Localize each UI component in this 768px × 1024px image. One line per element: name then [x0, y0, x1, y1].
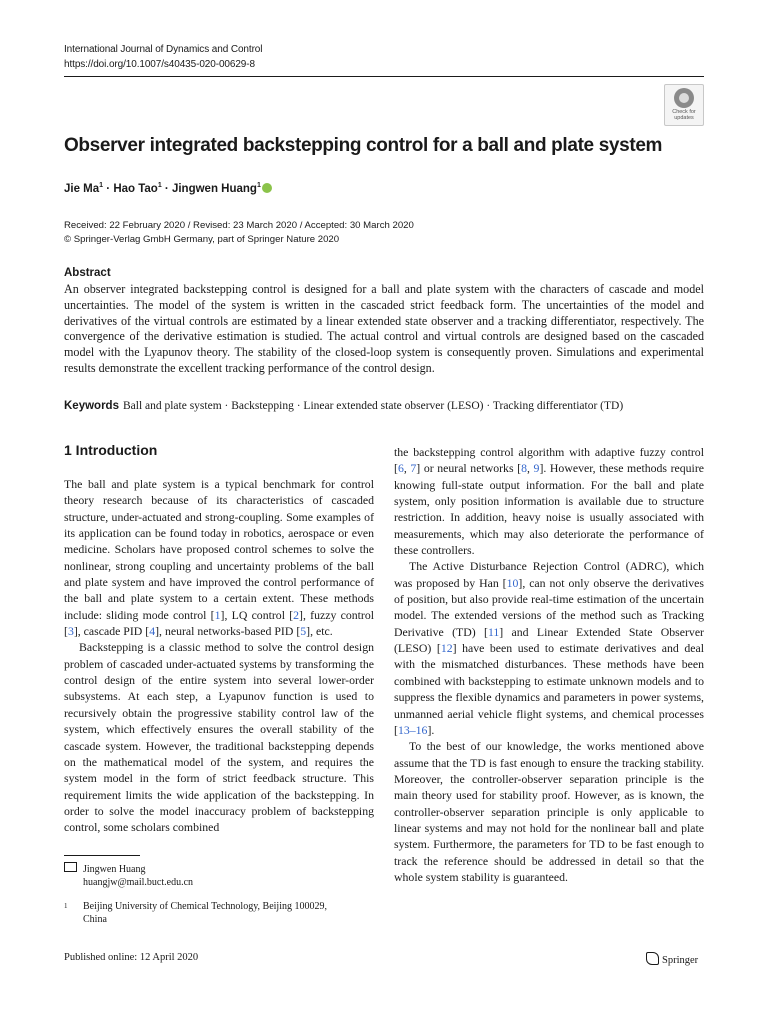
paragraph: Backstepping is a classic method to solve the control design problem of cascaded under-actuated systems by transforming the control design of the entire system into several lower-order subsystems. At each step, a Lyapunov function is used to recursively obtain the progressive stability control law of the system, which effectively ensures the overall stability of the cascade system. However, the traditional backstepping depends on the mathematical model of the system, and requires the system model in the form of strict feedback structure. This requirement limits the wide application of the backstepping. In order to solve the model inaccuracy problem of backstepping control, some scholars combined: [64, 640, 374, 835]
received-dates: Received: 22 February 2020 / Revised: 23 March 2020 / Accepted: 30 March 2020: [64, 220, 414, 231]
citation-link[interactable]: 1: [214, 607, 221, 622]
paragraph: the backstepping control algorithm with adaptive fuzzy control [6, 7] or neural networks [8, 9]. However, these methods require knowing full-state output information. For the ball and plate system, only position information is available due to structure restriction. In addition, heavy noise is usually associated with measurements, which may also deteriorate the performance of these controllers.: [394, 445, 705, 558]
citation-link[interactable]: 9: [533, 461, 540, 476]
abstract-text: An observer integrated backstepping control is designed for a ball and plate system with the characters of cascade and model uncertainties. The model of the system is written in the cascaded strict feedback form. The uncertainties of the model and derivatives of the virtual controls are estimated by a linear extended state observer and a tracking differentiator, respectively. The convergence of the derivative estimation is studied. The actual control and virtual controls are designed based on the cascaded model with the Lyapunov theory. The stability of the closed-loop system is consequently proven. Simulations and experimental results demonstrate the excellent tracking performance of the control design.: [64, 282, 704, 375]
right-column: [394, 444, 704, 885]
author-3[interactable]: Jingwen Huang: [171, 182, 257, 195]
citation-link[interactable]: 5: [300, 624, 307, 639]
citation-link[interactable]: 12: [440, 641, 453, 656]
paragraph: To the best of our knowledge, the works mentioned above assume that the TD is fast enough to ensure the tracking stability. Moreover, the controller-observer separation principle is the main theory used for stability proof. However, as is known, the controller-observer separation principle is only applicable to linear systems and may not hold for the nonlinear ball and plate system. Furthermore, the parameters for TD to be fast enough to track the reference should be addressed in detail so that the whole system stability is guaranteed.: [394, 739, 704, 884]
doi-link[interactable]: https://doi.org/10.1007/s40435-020-00629-8: [64, 59, 255, 70]
journal-header: [64, 42, 262, 72]
affiliation-mark: 1: [99, 182, 104, 189]
update-icon: [674, 88, 694, 108]
author-2[interactable]: Hao Tao: [113, 182, 158, 195]
left-column: [64, 476, 374, 836]
check-for-updates-badge[interactable]: [664, 84, 704, 126]
citation-link[interactable]: 11: [487, 624, 500, 639]
citation-link[interactable]: 4: [149, 624, 156, 639]
author-list: [64, 178, 272, 197]
citation-link[interactable]: 7: [410, 461, 417, 476]
published-online: Published online: 12 April 2020: [64, 952, 199, 963]
affiliation-mark: 1: [157, 182, 162, 189]
affiliation-mark: 1: [256, 182, 261, 189]
citation-link[interactable]: 13–16: [397, 722, 428, 737]
corresponding-author-footnote: [64, 862, 193, 889]
affiliation-footnote: [64, 900, 327, 926]
author-separator: ·: [103, 182, 114, 195]
citation-link[interactable]: 3: [67, 624, 74, 639]
paragraph: The ball and plate system is a typical benchmark for control theory research because of its characteristics of cascaded structure, under-actuated and strong-coupling. Some examples of its application can be found today in robotics, aerospace or even medicine. Scholars have proposed control schemes to solve the nonlinear, strong coupling and uncertainty problems of the ball and plate system and have improved the control performance of the ball and plate system to a certain extent. These methods include: sliding mode control [1], LQ control [2], fuzzy control [3], cascade PID [4], neural networks-based PID [5], etc.: [64, 477, 374, 639]
citation-link[interactable]: 8: [521, 461, 527, 476]
affiliation-number: 1: [64, 902, 68, 910]
corresponding-email[interactable]: huangjw@mail.buct.edu.cn: [83, 877, 194, 888]
author-1[interactable]: Jie Ma: [64, 182, 100, 195]
badge-line2: updates: [674, 115, 694, 121]
publication-dates: [64, 219, 414, 246]
publisher-logo: [646, 952, 698, 966]
citation-link[interactable]: 6: [397, 461, 404, 476]
abstract-heading: Abstract: [64, 267, 111, 279]
badge-line1: Check for: [672, 109, 696, 115]
corresponding-name: Jingwen Huang: [83, 864, 146, 875]
keywords-text: Ball and plate system · Backstepping · Linear extended state observer (LESO) · Tracking differentiator (TD): [122, 400, 624, 412]
section-heading-introduction: 1 Introduction: [64, 442, 158, 458]
keywords: [64, 398, 704, 414]
envelope-icon: [64, 862, 77, 872]
copyright-line: © Springer-Verlag GmbH Germany, part of Springer Nature 2020: [64, 233, 340, 245]
paper-title: Observer integrated backstepping control for a ball and plate system: [64, 135, 663, 156]
publisher-name: Springer: [662, 955, 699, 966]
paragraph: The Active Disturbance Rejection Control (ADRC), which was proposed by Han [10], can not only observe the derivatives of position, but also provide real-time estimation of the uncertain model. The extended versions of the method such as Tracking Derivative (TD) [11] and Linear Extended State Observer (LESO) [12] have been used to estimate derivatives and deal with the mismatched disturbances. These methods have been combined with backstepping to estimate unknown models and to suppress the flexible dynamics and parameters in power systems, unmanned aerial vehicle flight systems, and chemical processes [13–16].: [394, 559, 704, 737]
keywords-heading: Keywords: [64, 400, 119, 412]
citation-link[interactable]: 10: [506, 575, 519, 590]
author-separator: ·: [161, 182, 172, 195]
springer-horse-icon: [646, 952, 659, 965]
orcid-icon[interactable]: [262, 183, 272, 193]
header-rule: [64, 76, 704, 77]
affiliation-line1: Beijing University of Chemical Technology, Beijing 100029,: [83, 901, 327, 912]
citation-link[interactable]: 2: [293, 607, 300, 622]
affiliation-line2: China: [83, 914, 107, 925]
journal-name: International Journal of Dynamics and Control: [64, 44, 263, 55]
footnote-rule: [64, 855, 140, 856]
